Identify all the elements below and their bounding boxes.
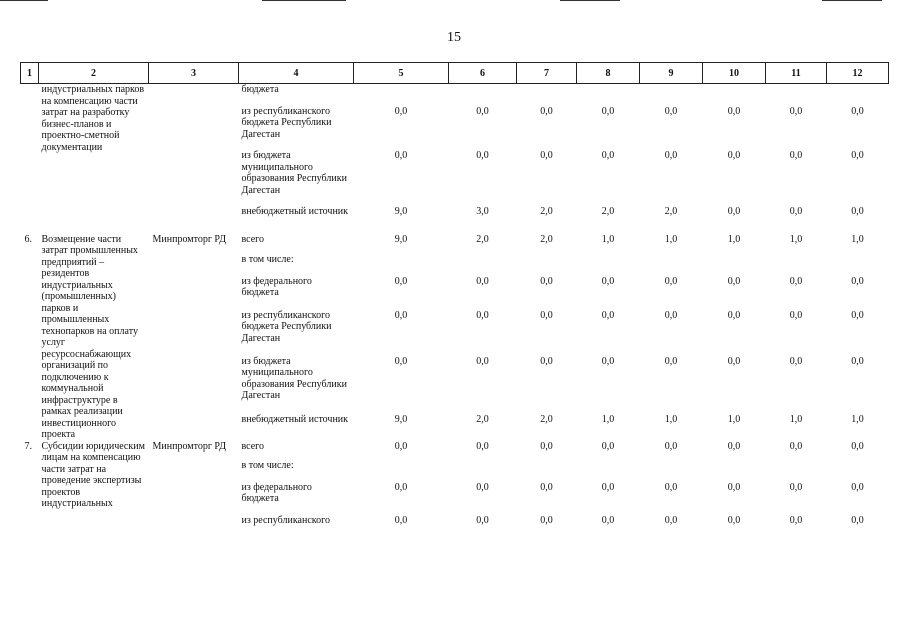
value-cell: 0,0 bbox=[394, 514, 408, 526]
value-cell: 0,0 bbox=[851, 440, 864, 452]
value-cell: 0,0 bbox=[789, 206, 803, 217]
responsible-executor: Минпромторг РД bbox=[152, 233, 227, 245]
value-cell: 0,0 bbox=[601, 309, 615, 321]
value-cell: 1,0 bbox=[601, 233, 615, 245]
value-cell: 0,0 bbox=[851, 481, 864, 493]
value-cell: 0,0 bbox=[476, 105, 489, 117]
value-cell bbox=[577, 452, 640, 472]
value-cell: 1,0 bbox=[727, 233, 741, 245]
value-cell: 0,0 bbox=[727, 355, 741, 367]
value-cell: 0,0 bbox=[394, 275, 408, 287]
value-cell bbox=[449, 246, 517, 266]
column-header: 6 bbox=[449, 63, 517, 84]
value-cell: 0,0 bbox=[664, 275, 678, 287]
value-cell bbox=[766, 84, 827, 96]
value-cell: 0,0 bbox=[476, 481, 489, 493]
value-cell: 2,0 bbox=[540, 413, 553, 425]
value-cell: 2,0 bbox=[540, 206, 553, 217]
value-cell: 0,0 bbox=[540, 275, 553, 287]
table-row bbox=[21, 84, 889, 96]
value-cell: 0,0 bbox=[601, 355, 615, 367]
value-cell bbox=[577, 246, 640, 266]
value-cell bbox=[703, 246, 766, 266]
value-cell: 0,0 bbox=[540, 355, 553, 367]
column-header: 5 bbox=[354, 63, 449, 84]
value-cell: 0,0 bbox=[394, 440, 408, 452]
value-cell: 9,0 bbox=[394, 233, 408, 245]
row-index: 7. bbox=[24, 440, 32, 452]
top-edge-mark bbox=[560, 0, 620, 1]
value-cell: 3,0 bbox=[476, 206, 489, 217]
value-cell: 0,0 bbox=[789, 514, 803, 526]
column-header: 4 bbox=[239, 63, 354, 84]
value-cell: 0,0 bbox=[664, 150, 678, 161]
column-number-header bbox=[21, 63, 889, 84]
value-cell: 0,0 bbox=[476, 309, 489, 321]
column-header: 2 bbox=[39, 63, 149, 84]
value-cell: 0,0 bbox=[476, 150, 489, 161]
value-cell: 0,0 bbox=[540, 481, 553, 493]
value-cell bbox=[354, 246, 449, 266]
value-cell: 0,0 bbox=[601, 105, 615, 117]
value-cell: 0,0 bbox=[851, 150, 864, 161]
value-cell bbox=[766, 246, 827, 266]
funding-source: внебюджетный источник bbox=[241, 206, 349, 217]
value-cell: 0,0 bbox=[394, 355, 408, 367]
value-cell bbox=[517, 452, 577, 472]
value-cell: 1,0 bbox=[727, 413, 741, 425]
value-cell bbox=[640, 246, 703, 266]
value-cell: 0,0 bbox=[601, 150, 615, 161]
value-cell: 2,0 bbox=[664, 206, 678, 217]
value-cell: 2,0 bbox=[476, 233, 489, 245]
funding-source: в том числе: bbox=[241, 253, 294, 265]
responsible-executor bbox=[149, 84, 239, 228]
responsible-executor: Минпромторг РД bbox=[152, 440, 227, 452]
column-header: 7 bbox=[517, 63, 577, 84]
value-cell bbox=[703, 84, 766, 96]
value-cell: 0,0 bbox=[601, 440, 615, 452]
value-cell: 0,0 bbox=[664, 105, 678, 117]
value-cell bbox=[640, 452, 703, 472]
value-cell: 0,0 bbox=[851, 355, 864, 367]
column-header: 11 bbox=[766, 63, 827, 84]
value-cell: 0,0 bbox=[727, 440, 741, 452]
top-edge-mark bbox=[0, 0, 48, 1]
funding-source: в том числе: bbox=[241, 460, 294, 471]
value-cell: 0,0 bbox=[601, 481, 615, 493]
value-cell: 9,0 bbox=[394, 206, 408, 217]
value-cell: 0,0 bbox=[664, 355, 678, 367]
value-cell: 2,0 bbox=[540, 233, 553, 245]
value-cell bbox=[703, 452, 766, 472]
value-cell bbox=[449, 452, 517, 472]
value-cell: 1,0 bbox=[601, 413, 615, 425]
value-cell: 0,0 bbox=[727, 105, 741, 117]
funding-source: из республиканского бюджета Республики Дагестан bbox=[241, 105, 332, 140]
column-header: 1 bbox=[21, 63, 39, 84]
value-cell: 0,0 bbox=[476, 275, 489, 287]
value-cell: 0,0 bbox=[727, 309, 741, 321]
value-cell: 0,0 bbox=[727, 150, 741, 161]
column-header: 9 bbox=[640, 63, 703, 84]
value-cell: 0,0 bbox=[394, 309, 408, 321]
value-cell: 2,0 bbox=[476, 413, 489, 425]
value-cell bbox=[766, 452, 827, 472]
value-cell: 0,0 bbox=[664, 514, 678, 526]
value-cell: 0,0 bbox=[394, 481, 408, 493]
column-header: 10 bbox=[703, 63, 766, 84]
value-cell: 0,0 bbox=[476, 440, 489, 452]
table-row bbox=[21, 228, 889, 246]
value-cell bbox=[517, 246, 577, 266]
value-cell: 0,0 bbox=[540, 309, 553, 321]
value-cell: 0,0 bbox=[727, 275, 741, 287]
funding-source: из федерального бюджета bbox=[241, 275, 312, 299]
value-cell: 0,0 bbox=[851, 206, 864, 217]
value-cell: 0,0 bbox=[789, 105, 803, 117]
measure-name: Возмещение части затрат промышленных предприятий – резидентов индустриальных (промышленных) парков и промышленных технопарков на оплату услуг ресурсоснабжающих организаций по подключению к коммунальной инфраструктуре в рамках реализации инвестиционного проекта bbox=[41, 233, 138, 440]
value-cell: 0,0 bbox=[664, 309, 678, 321]
value-cell: 0,0 bbox=[540, 150, 553, 161]
value-cell: 0,0 bbox=[540, 105, 553, 117]
value-cell: 0,0 bbox=[851, 275, 864, 287]
column-header: 3 bbox=[149, 63, 239, 84]
value-cell: 0,0 bbox=[394, 150, 408, 161]
value-cell bbox=[827, 84, 889, 96]
value-cell: 1,0 bbox=[664, 413, 678, 425]
funding-source: из республиканского бюджета Республики Дагестан bbox=[241, 309, 332, 344]
value-cell bbox=[517, 84, 577, 96]
value-cell: 1,0 bbox=[851, 413, 864, 425]
value-cell: 0,0 bbox=[727, 514, 741, 526]
value-cell: 0,0 bbox=[789, 355, 803, 367]
value-cell: 0,0 bbox=[540, 440, 553, 452]
value-cell: 1,0 bbox=[851, 233, 864, 245]
top-edge-mark bbox=[822, 0, 882, 1]
value-cell: 1,0 bbox=[789, 413, 803, 425]
funding-source: из бюджета муниципального образования Республики Дагестан bbox=[241, 150, 347, 196]
value-cell: 0,0 bbox=[789, 481, 803, 493]
value-cell: 0,0 bbox=[851, 105, 864, 117]
value-cell: 0,0 bbox=[476, 355, 489, 367]
top-edge-mark bbox=[262, 0, 346, 1]
funding-source: внебюджетный источник bbox=[241, 413, 349, 425]
row-index bbox=[21, 84, 39, 228]
measure-name: индустриальных парков на компенсацию части затрат на разработку бизнес-планов и проектно-сметной документации bbox=[41, 84, 145, 153]
value-cell: 0,0 bbox=[727, 481, 741, 493]
funding-source: всего bbox=[241, 233, 265, 245]
value-cell: 0,0 bbox=[789, 309, 803, 321]
value-cell: 0,0 bbox=[601, 275, 615, 287]
value-cell bbox=[354, 84, 449, 96]
value-cell bbox=[354, 452, 449, 472]
value-cell bbox=[449, 84, 517, 96]
value-cell: 9,0 bbox=[394, 413, 408, 425]
value-cell: 2,0 bbox=[601, 206, 615, 217]
funding-source: из республиканского bbox=[241, 514, 330, 526]
row-index: 6. bbox=[24, 233, 32, 245]
value-cell: 0,0 bbox=[664, 481, 678, 493]
table-row bbox=[21, 441, 889, 453]
value-cell: 0,0 bbox=[851, 514, 864, 526]
value-cell bbox=[640, 84, 703, 96]
value-cell: 0,0 bbox=[540, 514, 553, 526]
value-cell: 0,0 bbox=[727, 206, 741, 217]
value-cell: 0,0 bbox=[789, 275, 803, 287]
value-cell: 0,0 bbox=[789, 440, 803, 452]
value-cell bbox=[827, 452, 889, 472]
value-cell: 0,0 bbox=[851, 309, 864, 321]
value-cell: 0,0 bbox=[664, 440, 678, 452]
value-cell: 0,0 bbox=[789, 150, 803, 161]
value-cell: 0,0 bbox=[601, 514, 615, 526]
value-cell: 0,0 bbox=[394, 105, 408, 117]
value-cell: 1,0 bbox=[789, 233, 803, 245]
value-cell bbox=[577, 84, 640, 96]
funding-source: всего bbox=[241, 440, 265, 452]
value-cell bbox=[827, 246, 889, 266]
page-number: 15 bbox=[447, 30, 461, 45]
value-cell: 1,0 bbox=[664, 233, 678, 245]
measure-name: Субсидии юридическим лицам на компенсацию части затрат на проведение экспертизы проектов индустриальных bbox=[41, 440, 145, 509]
funding-source: бюджета bbox=[241, 84, 279, 95]
funding-source: из бюджета муниципального образования Республики Дагестан bbox=[241, 355, 347, 402]
budget-table bbox=[20, 62, 889, 526]
value-cell: 0,0 bbox=[476, 514, 489, 526]
column-header: 12 bbox=[827, 63, 889, 84]
funding-source: из федерального бюджета bbox=[241, 481, 312, 504]
column-header: 8 bbox=[577, 63, 640, 84]
